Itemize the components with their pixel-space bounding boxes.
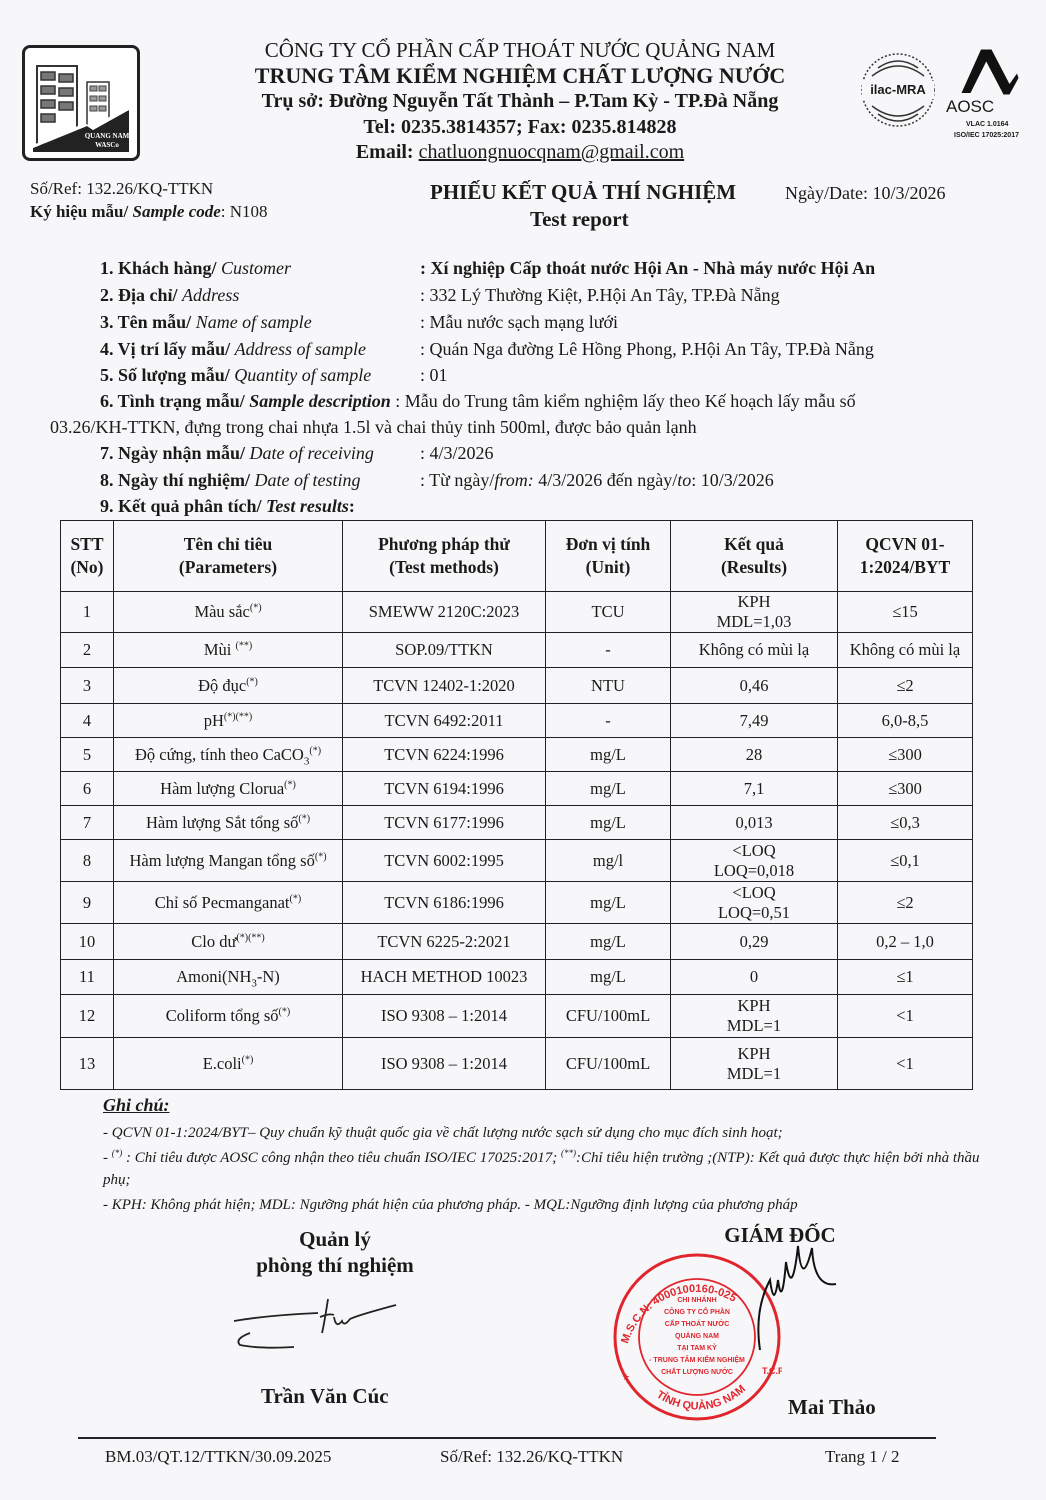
cell-unit: NTU bbox=[546, 668, 671, 704]
cell-limit: <1 bbox=[838, 1038, 973, 1090]
cell-result: 0,013 bbox=[671, 806, 838, 840]
cell-method: ISO 9308 – 1:2014 bbox=[343, 995, 546, 1038]
stamp-line: CẤP THOÁT NƯỚC bbox=[664, 1321, 730, 1328]
cell-method: TCVN 6002:1995 bbox=[343, 840, 546, 882]
cell-result: 7,1 bbox=[671, 772, 838, 806]
svg-text:★: ★ bbox=[622, 1372, 631, 1382]
cell-limit: 6,0-8,5 bbox=[838, 704, 973, 738]
note-accreditation: - (*) : Chỉ tiêu được AOSC công nhận theo tiêu chuẩn ISO/IEC 17025:2017; (**):Chỉ tiêu hiện trường ;(NTP): Kết quả được thực hiện bởi nhà thầu phụ; bbox=[103, 1148, 980, 1188]
info-label-test-results: 9. Kết quả phân tích/ Test results: bbox=[100, 496, 355, 516]
header-no: STT (No) bbox=[61, 521, 114, 592]
cell-result: KPH MDL=1 bbox=[671, 1038, 838, 1090]
head-office-address: Trụ sở: Đường Nguyễn Tất Thành – P.Tam Kỳ - TP.Đà Nẵng bbox=[261, 90, 779, 112]
lab-manager-title: Quản lý phòng thí nghiệm bbox=[256, 1227, 414, 1277]
info-sample-description: 6. Tình trạng mẫu/ Sample description : Mẫu do Trung tâm kiểm nghiệm lấy theo Kế hoạch lấy mẫu số bbox=[100, 391, 856, 411]
cell-limit: ≤1 bbox=[838, 960, 973, 995]
phone-fax: Tel: 0235.3814357; Fax: 0235.814828 bbox=[363, 116, 677, 138]
cell-parameter: Độ đục(*) bbox=[114, 668, 343, 704]
aosc-logo-icon bbox=[950, 48, 1030, 96]
cell-no: 7 bbox=[61, 806, 114, 840]
cell-method: HACH METHOD 10023 bbox=[343, 960, 546, 995]
cell-method: TCVN 6224:1996 bbox=[343, 738, 546, 772]
table-row bbox=[61, 668, 973, 704]
cell-method: SMEWW 2120C:2023 bbox=[343, 592, 546, 633]
header-qcvn-limit: QCVN 01- 1:2024/BYT bbox=[838, 521, 973, 592]
cell-unit: mg/L bbox=[546, 806, 671, 840]
cell-parameter: pH(*)(**) bbox=[114, 704, 343, 738]
cell-no: 5 bbox=[61, 738, 114, 772]
header-results: Kết quả (Results) bbox=[671, 521, 838, 592]
cell-result: 7,49 bbox=[671, 704, 838, 738]
info-value-address: : 332 Lý Thường Kiệt, P.Hội An Tây, TP.Đà Nẵng bbox=[420, 285, 780, 305]
footer-ref: Số/Ref: 132.26/KQ-TTKN bbox=[440, 1447, 624, 1466]
lab-manager-name: Trần Văn Cúc bbox=[261, 1384, 389, 1408]
sample-code-label-en: Sample code bbox=[132, 202, 221, 221]
cell-limit: ≤300 bbox=[838, 738, 973, 772]
info-value-customer: : Xí nghiệp Cấp thoát nước Hội An - Nhà máy nước Hội An bbox=[420, 258, 876, 278]
cell-no: 12 bbox=[61, 995, 114, 1038]
table-row bbox=[61, 704, 973, 738]
stamp-line: CHẤT LƯỢNG NƯỚC bbox=[661, 1369, 733, 1376]
lab-manager-signature-icon bbox=[230, 1295, 410, 1355]
report-title-vi: PHIẾU KẾT QUẢ THÍ NGHIỆM bbox=[430, 180, 737, 204]
cell-unit: mg/l bbox=[546, 840, 671, 882]
cell-limit: ≤15 bbox=[838, 592, 973, 633]
notes-title: Ghi chú: bbox=[103, 1095, 170, 1115]
cell-unit: - bbox=[546, 704, 671, 738]
cell-limit: ≤0,1 bbox=[838, 840, 973, 882]
email-label: Email: bbox=[355, 141, 414, 163]
cell-result: 0 bbox=[671, 960, 838, 995]
info-value-quantity: : 01 bbox=[420, 365, 448, 385]
cell-limit: ≤300 bbox=[838, 772, 973, 806]
table-row bbox=[61, 840, 973, 882]
info-label-sample-name: 3. Tên mẫu/ Name of sample bbox=[100, 312, 312, 332]
cell-parameter: Mùi (**) bbox=[114, 633, 343, 668]
center-name: TRUNG TÂM KIỂM NGHIỆM CHẤT LƯỢNG NƯỚC bbox=[254, 63, 786, 88]
cell-no: 9 bbox=[61, 882, 114, 924]
cell-unit: CFU/100mL bbox=[546, 1038, 671, 1090]
cell-parameter: Hàm lượng Mangan tổng số(*) bbox=[114, 840, 343, 882]
cell-no: 2 bbox=[61, 633, 114, 668]
cell-unit: mg/L bbox=[546, 882, 671, 924]
test-results-table bbox=[60, 520, 973, 1090]
aosc-label: AOSC bbox=[946, 97, 995, 116]
cell-no: 8 bbox=[61, 840, 114, 882]
cell-result: KPH MDL=1 bbox=[671, 995, 838, 1038]
table-row bbox=[61, 806, 973, 840]
cell-method: SOP.09/TTKN bbox=[343, 633, 546, 668]
report-ref: Số/Ref: 132.26/KQ-TTKN bbox=[30, 179, 214, 198]
footer-form-code: BM.03/QT.12/TTKN/30.09.2025 bbox=[105, 1447, 332, 1466]
info-label-sample-location: 4. Vị trí lấy mẫu/ Address of sample bbox=[100, 339, 366, 359]
cell-result: 28 bbox=[671, 738, 838, 772]
table-row bbox=[61, 738, 973, 772]
header-unit: Đơn vị tính (Unit) bbox=[546, 521, 671, 592]
cell-no: 3 bbox=[61, 668, 114, 704]
report-date: Ngày/Date: 10/3/2026 bbox=[785, 183, 946, 203]
table-row bbox=[61, 592, 973, 633]
director-title: GIÁM ĐỐC bbox=[724, 1223, 836, 1247]
cell-parameter: $Amoni(NH_3-N)$ bbox=[114, 960, 343, 995]
table-row bbox=[61, 1038, 973, 1090]
cell-parameter: Hàm lượng Clorua(*) bbox=[114, 772, 343, 806]
table-row bbox=[61, 924, 973, 960]
company-name: CÔNG TY CỔ PHẦN CẤP THOÁT NƯỚC QUẢNG NAM bbox=[264, 38, 776, 62]
logo-text: QUANG NAM bbox=[84, 132, 130, 140]
table-row bbox=[61, 633, 973, 668]
cell-result: 0,46 bbox=[671, 668, 838, 704]
report-title-en: Test report bbox=[530, 207, 629, 231]
cell-result: Không có mùi lạ bbox=[671, 633, 838, 668]
cell-parameter: Clo dư(*)(**) bbox=[114, 924, 343, 960]
note-qcvn: - QCVN 01-1:2024/BYT– Quy chuẩn kỹ thuật quốc gia về chất lượng nước sạch sử dụng cho mục đích sinh hoạt; bbox=[103, 1125, 783, 1141]
stamp-line: TẠI TAM KỲ bbox=[677, 1345, 717, 1352]
email-link[interactable]: chatluongnuocqnam@gmail.com bbox=[418, 141, 685, 163]
stamp-line: CHI NHÁNH bbox=[677, 1297, 717, 1304]
cell-parameter: Chỉ số Pecmanganat(*) bbox=[114, 882, 343, 924]
cell-result: <LOQ LOQ=0,51 bbox=[671, 882, 838, 924]
email-line bbox=[160, 140, 880, 165]
cell-parameter: Coliform tổng số(*) bbox=[114, 995, 343, 1038]
cell-limit: Không có mùi lạ bbox=[838, 633, 973, 668]
cell-method: ISO 9308 – 1:2014 bbox=[343, 1038, 546, 1090]
cell-method: TCVN 6194:1996 bbox=[343, 772, 546, 806]
cell-no: 11 bbox=[61, 960, 114, 995]
cell-no: 13 bbox=[61, 1038, 114, 1090]
stamp-line: CÔNG TY CỔ PHẦN bbox=[664, 1309, 730, 1316]
sample-code-label: Ký hiệu mẫu/ bbox=[30, 202, 129, 221]
cell-limit: 0,2 – 1,0 bbox=[838, 924, 973, 960]
cell-method: TCVN 6225-2:2021 bbox=[343, 924, 546, 960]
table-row bbox=[61, 995, 973, 1038]
stamp-ring-top: M.S.C.N: 4000100160-025 bbox=[619, 1282, 739, 1346]
director-signature-icon bbox=[750, 1240, 840, 1360]
cell-unit: - bbox=[546, 633, 671, 668]
cell-unit: CFU/100mL bbox=[546, 995, 671, 1038]
info-label-date-testing: 8. Ngày thí nghiệm/ Date of testing bbox=[100, 470, 361, 490]
ilac-label: ilac-MRA bbox=[862, 81, 934, 99]
cell-parameter: Độ cứng, tính theo CaCO$_3$(*) bbox=[114, 738, 343, 772]
info-value-sample-name: : Mẫu nước sạch mạng lưới bbox=[420, 312, 619, 332]
cell-result: 0,29 bbox=[671, 924, 838, 960]
info-label-customer: 1. Khách hàng/ Customer bbox=[100, 258, 292, 278]
note-abbreviations: - KPH: Không phát hiện; MDL: Ngưỡng phát hiện của phương pháp. - MQL:Ngưỡng định lượng của phương pháp bbox=[103, 1197, 798, 1213]
cell-method: TCVN 6177:1996 bbox=[343, 806, 546, 840]
cell-parameter: E.coli(*) bbox=[114, 1038, 343, 1090]
stamp-ring-bottom: TỈNH QUẢNG NAM bbox=[654, 1382, 748, 1413]
cell-no: 1 bbox=[61, 592, 114, 633]
footer-divider bbox=[78, 1437, 936, 1439]
cell-limit: ≤2 bbox=[838, 882, 973, 924]
cell-result: <LOQ LOQ=0,018 bbox=[671, 840, 838, 882]
stamp-line: - TRUNG TÂM KIỂM NGHIỆM bbox=[649, 1357, 745, 1364]
cell-unit: mg/L bbox=[546, 960, 671, 995]
header-test-methods: Phương pháp thử (Test methods) bbox=[343, 521, 546, 592]
logo-text: WASCo bbox=[95, 141, 119, 149]
sample-code-value: : N108 bbox=[220, 202, 268, 221]
header-parameters: Tên chỉ tiêu (Parameters) bbox=[114, 521, 343, 592]
table-row bbox=[61, 960, 973, 995]
info-label-quantity: 5. Số lượng mẫu/ Quantity of sample bbox=[100, 365, 372, 385]
stamp-ring-right: T.C.P bbox=[762, 1366, 782, 1376]
cell-no: 10 bbox=[61, 924, 114, 960]
table-row bbox=[61, 772, 973, 806]
cell-unit: mg/L bbox=[546, 738, 671, 772]
cell-method: TCVN 12402-1:2020 bbox=[343, 668, 546, 704]
cell-limit: <1 bbox=[838, 995, 973, 1038]
accreditation-logos bbox=[858, 48, 1038, 148]
info-value-date-receiving: : 4/3/2026 bbox=[420, 443, 494, 463]
director-name: Mai Thảo bbox=[788, 1395, 876, 1419]
cell-method: TCVN 6186:1996 bbox=[343, 882, 546, 924]
cell-parameter: Màu sắc(*) bbox=[114, 592, 343, 633]
cell-unit: TCU bbox=[546, 592, 671, 633]
sample-code bbox=[30, 201, 268, 222]
info-label-date-receiving: 7. Ngày nhận mẫu/ Date of receiving bbox=[100, 443, 374, 463]
cell-method: TCVN 6492:2011 bbox=[343, 704, 546, 738]
cell-unit: mg/L bbox=[546, 924, 671, 960]
footer-page-number: Trang 1 / 2 bbox=[825, 1447, 900, 1466]
cell-limit: ≤0,3 bbox=[838, 806, 973, 840]
cell-parameter: Hàm lượng Sắt tổng số(*) bbox=[114, 806, 343, 840]
cell-unit: mg/L bbox=[546, 772, 671, 806]
cell-result: KPH MDL=1,03 bbox=[671, 592, 838, 633]
cell-limit: ≤2 bbox=[838, 668, 973, 704]
info-value-date-testing: : Từ ngày/from: 4/3/2026 đến ngày/to: 10/3/2026 bbox=[420, 470, 774, 490]
vlac-code: VLAC 1.0164 bbox=[966, 121, 1009, 128]
company-logo bbox=[22, 45, 140, 161]
info-label-address: 2. Địa chỉ/ Address bbox=[100, 285, 240, 305]
table-row bbox=[61, 882, 973, 924]
cell-no: 4 bbox=[61, 704, 114, 738]
stamp-line: QUẢNG NAM bbox=[675, 1333, 719, 1340]
info-sample-description-cont: 03.26/KH-TTKN, đựng trong chai nhựa 1.5l và chai thủy tinh 500ml, được bảo quản lạnh bbox=[50, 417, 697, 437]
info-value-sample-location: : Quán Nga đường Lê Hồng Phong, P.Hội An Tây, TP.Đà Nẵng bbox=[420, 339, 874, 359]
cell-no: 6 bbox=[61, 772, 114, 806]
table-header-row bbox=[61, 521, 973, 592]
iso-standard: ISO/IEC 17025:2017 bbox=[954, 132, 1019, 139]
